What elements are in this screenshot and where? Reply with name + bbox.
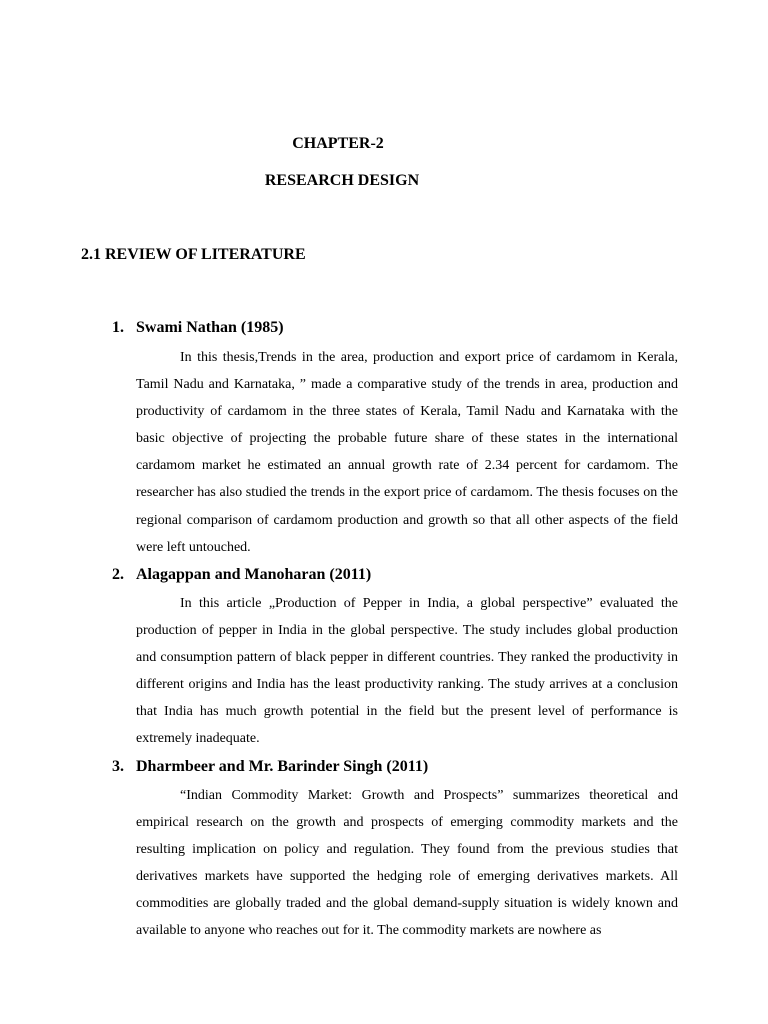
- entry-title: Swami Nathan (1985): [136, 319, 284, 336]
- entry-heading-3: [112, 757, 428, 777]
- entry-number: 2.: [112, 566, 124, 583]
- entry-number: 1.: [112, 319, 124, 336]
- chapter-title: CHAPTER-2: [292, 135, 384, 152]
- entry-heading-2: [112, 565, 371, 585]
- entry-title: Dharmbeer and Mr. Barinder Singh (2011): [136, 758, 429, 775]
- entry-heading-1: [112, 318, 284, 338]
- entry-title: Alagappan and Manoharan (2011): [136, 566, 372, 583]
- entry-number: 3.: [112, 758, 124, 775]
- section-heading: 2.1 REVIEW OF LITERATURE: [81, 246, 306, 263]
- entry-body-3: “Indian Commodity Market: Growth and Prospects” summarizes theoretical and empirical research on the growth and prospects of emerging commodity markets and the resulting implication on policy and regulation. They found from the previous studies that derivatives markets have supported the hedging role of emerging derivatives markets. All commodities are globally traded and the global demand-supply situation is widely known and available to anyone who reaches out for it. The commodity markets are nowhere as: [136, 788, 678, 939]
- entry-body-1: In this thesis,Trends in the area, production and export price of cardamom in Kerala, Tamil Nadu and Karnataka, ” made a comparative study of the trends in area, production and productivity of cardamom in the three states of Kerala, Tamil Nadu and Karnataka with the basic objective of projecting the probable future share of these states in the international cardamom market he estimated an annual growth rate of 2.34 percent for cardamom. The researcher has also studied the trends in the export price of cardamom. The thesis focuses on the regional comparison of cardamom production and growth so that all other aspects of the field were left untouched.: [136, 350, 678, 555]
- entry-body-2: In this article „Production of Pepper in India, a global perspective” evaluated the production of pepper in India in the global perspective. The study includes global production and consumption pattern of black pepper in different countries. They ranked the productivity in different origins and India has the least productivity ranking. The study arrives at a conclusion that India has much growth potential in the field but the present level of performance is extremely inadequate.: [136, 596, 678, 747]
- chapter-subtitle: RESEARCH DESIGN: [264, 172, 420, 189]
